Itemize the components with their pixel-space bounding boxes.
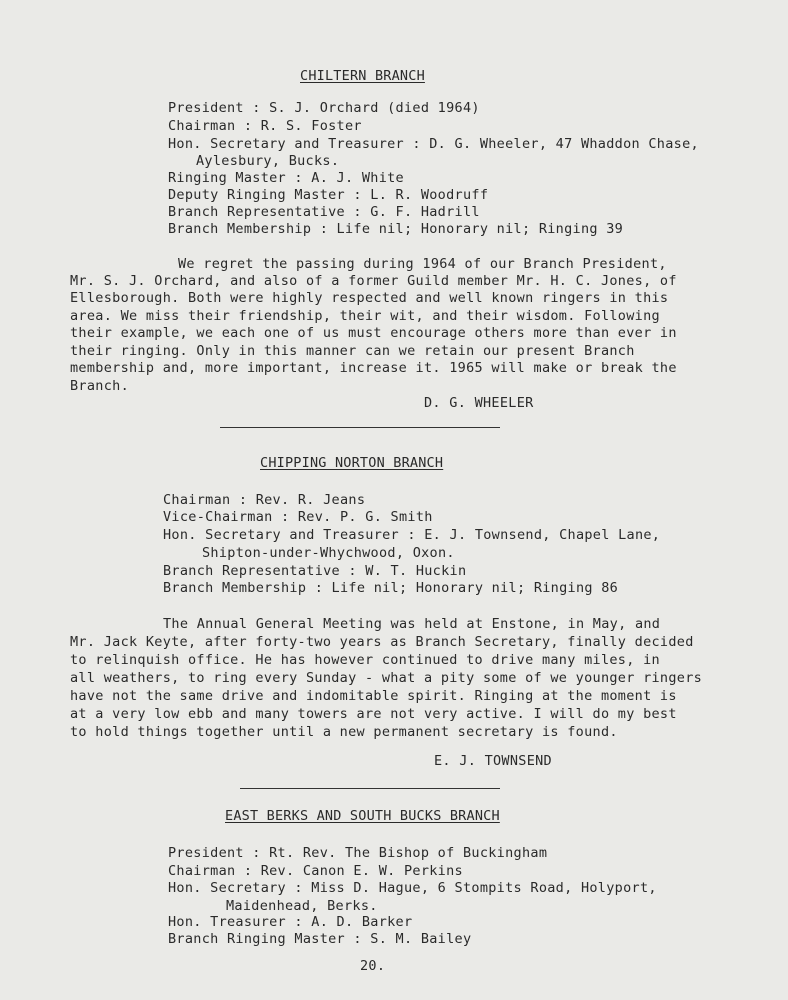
east-berks-officer-secretary: Hon. Secretary : Miss D. Hague, 6 Stompits Road, Holyport, xyxy=(168,880,657,896)
chipping-norton-report-line: have not the same drive and indomitable spirit. Ringing at the moment is xyxy=(70,688,677,704)
chiltern-report-line: Branch. xyxy=(70,378,129,394)
section-divider xyxy=(220,427,500,428)
chiltern-report-line: Mr. S. J. Orchard, and also of a former Guild member Mr. H. C. Jones, of xyxy=(70,273,677,289)
chiltern-signature: D. G. WHEELER xyxy=(424,395,534,411)
east-berks-officer-secretary-address: Maidenhead, Berks. xyxy=(226,898,378,914)
chipping-norton-officer-representative: Branch Representative : W. T. Huckin xyxy=(163,563,467,579)
chipping-norton-officer-secretary-address: Shipton-under-Whychwood, Oxon. xyxy=(202,545,455,561)
chipping-norton-report-line: The Annual General Meeting was held at Enstone, in May, and xyxy=(163,616,661,632)
chiltern-heading: CHILTERN BRANCH xyxy=(300,68,425,84)
chiltern-officer-secretary-address: Aylesbury, Bucks. xyxy=(196,153,340,169)
chiltern-membership: Branch Membership : Life nil; Honorary nil; Ringing 39 xyxy=(168,221,624,237)
east-berks-officer-treasurer: Hon. Treasurer : A. D. Barker xyxy=(168,914,413,930)
chiltern-officer-chairman: Chairman : R. S. Foster xyxy=(168,118,362,134)
chiltern-report-line: area. We miss their friendship, their wit, and their wisdom. Following xyxy=(70,308,660,324)
chipping-norton-heading: CHIPPING NORTON BRANCH xyxy=(260,455,444,471)
chipping-norton-membership: Branch Membership : Life nil; Honorary nil; Ringing 86 xyxy=(163,580,619,596)
chipping-norton-report-line: to hold things together until a new permanent secretary is found. xyxy=(70,724,618,740)
chiltern-officer-deputy-ringing-master: Deputy Ringing Master : L. R. Woodruff xyxy=(168,187,489,203)
chipping-norton-report-line: to relinquish office. He has however continued to drive many miles, in xyxy=(70,652,660,668)
chipping-norton-signature: E. J. TOWNSEND xyxy=(434,753,552,769)
chiltern-report-line: membership and, more important, increase it. 1965 will make or break the xyxy=(70,360,677,376)
chiltern-report-line: We regret the passing during 1964 of our Branch President, xyxy=(178,256,667,272)
chiltern-report-line: Ellesborough. Both were highly respected and well known ringers in this xyxy=(70,290,669,306)
chipping-norton-report-line: at a very low ebb and many towers are not very active. I will do my best xyxy=(70,706,677,722)
section-divider xyxy=(240,788,500,789)
chipping-norton-officer-chairman: Chairman : Rev. R. Jeans xyxy=(163,492,366,508)
chiltern-officer-secretary: Hon. Secretary and Treasurer : D. G. Wheeler, 47 Whaddon Chase, xyxy=(168,136,699,152)
east-berks-heading: EAST BERKS AND SOUTH BUCKS BRANCH xyxy=(225,808,500,824)
east-berks-officer-president: President : Rt. Rev. The Bishop of Buckingham xyxy=(168,845,548,861)
chiltern-officer-ringing-master: Ringing Master : A. J. White xyxy=(168,170,404,186)
chiltern-officer-representative: Branch Representative : G. F. Hadrill xyxy=(168,204,480,220)
chiltern-report-line: their example, we each one of us must encourage others more than ever in xyxy=(70,325,677,341)
east-berks-officer-chairman: Chairman : Rev. Canon E. W. Perkins xyxy=(168,863,463,879)
east-berks-officer-ringing-master: Branch Ringing Master : S. M. Bailey xyxy=(168,931,472,947)
chipping-norton-officer-vice-chairman: Vice-Chairman : Rev. P. G. Smith xyxy=(163,509,433,525)
chiltern-report-line: their ringing. Only in this manner can we retain our present Branch xyxy=(70,343,635,359)
chipping-norton-officer-secretary: Hon. Secretary and Treasurer : E. J. Townsend, Chapel Lane, xyxy=(163,527,661,543)
chiltern-officer-president: President : S. J. Orchard (died 1964) xyxy=(168,100,480,116)
chipping-norton-report-line: Mr. Jack Keyte, after forty-two years as Branch Secretary, finally decided xyxy=(70,634,694,650)
chipping-norton-report-line: all weathers, to ring every Sunday - what a pity some of we younger ringers xyxy=(70,670,703,686)
page-number: 20. xyxy=(360,958,386,974)
